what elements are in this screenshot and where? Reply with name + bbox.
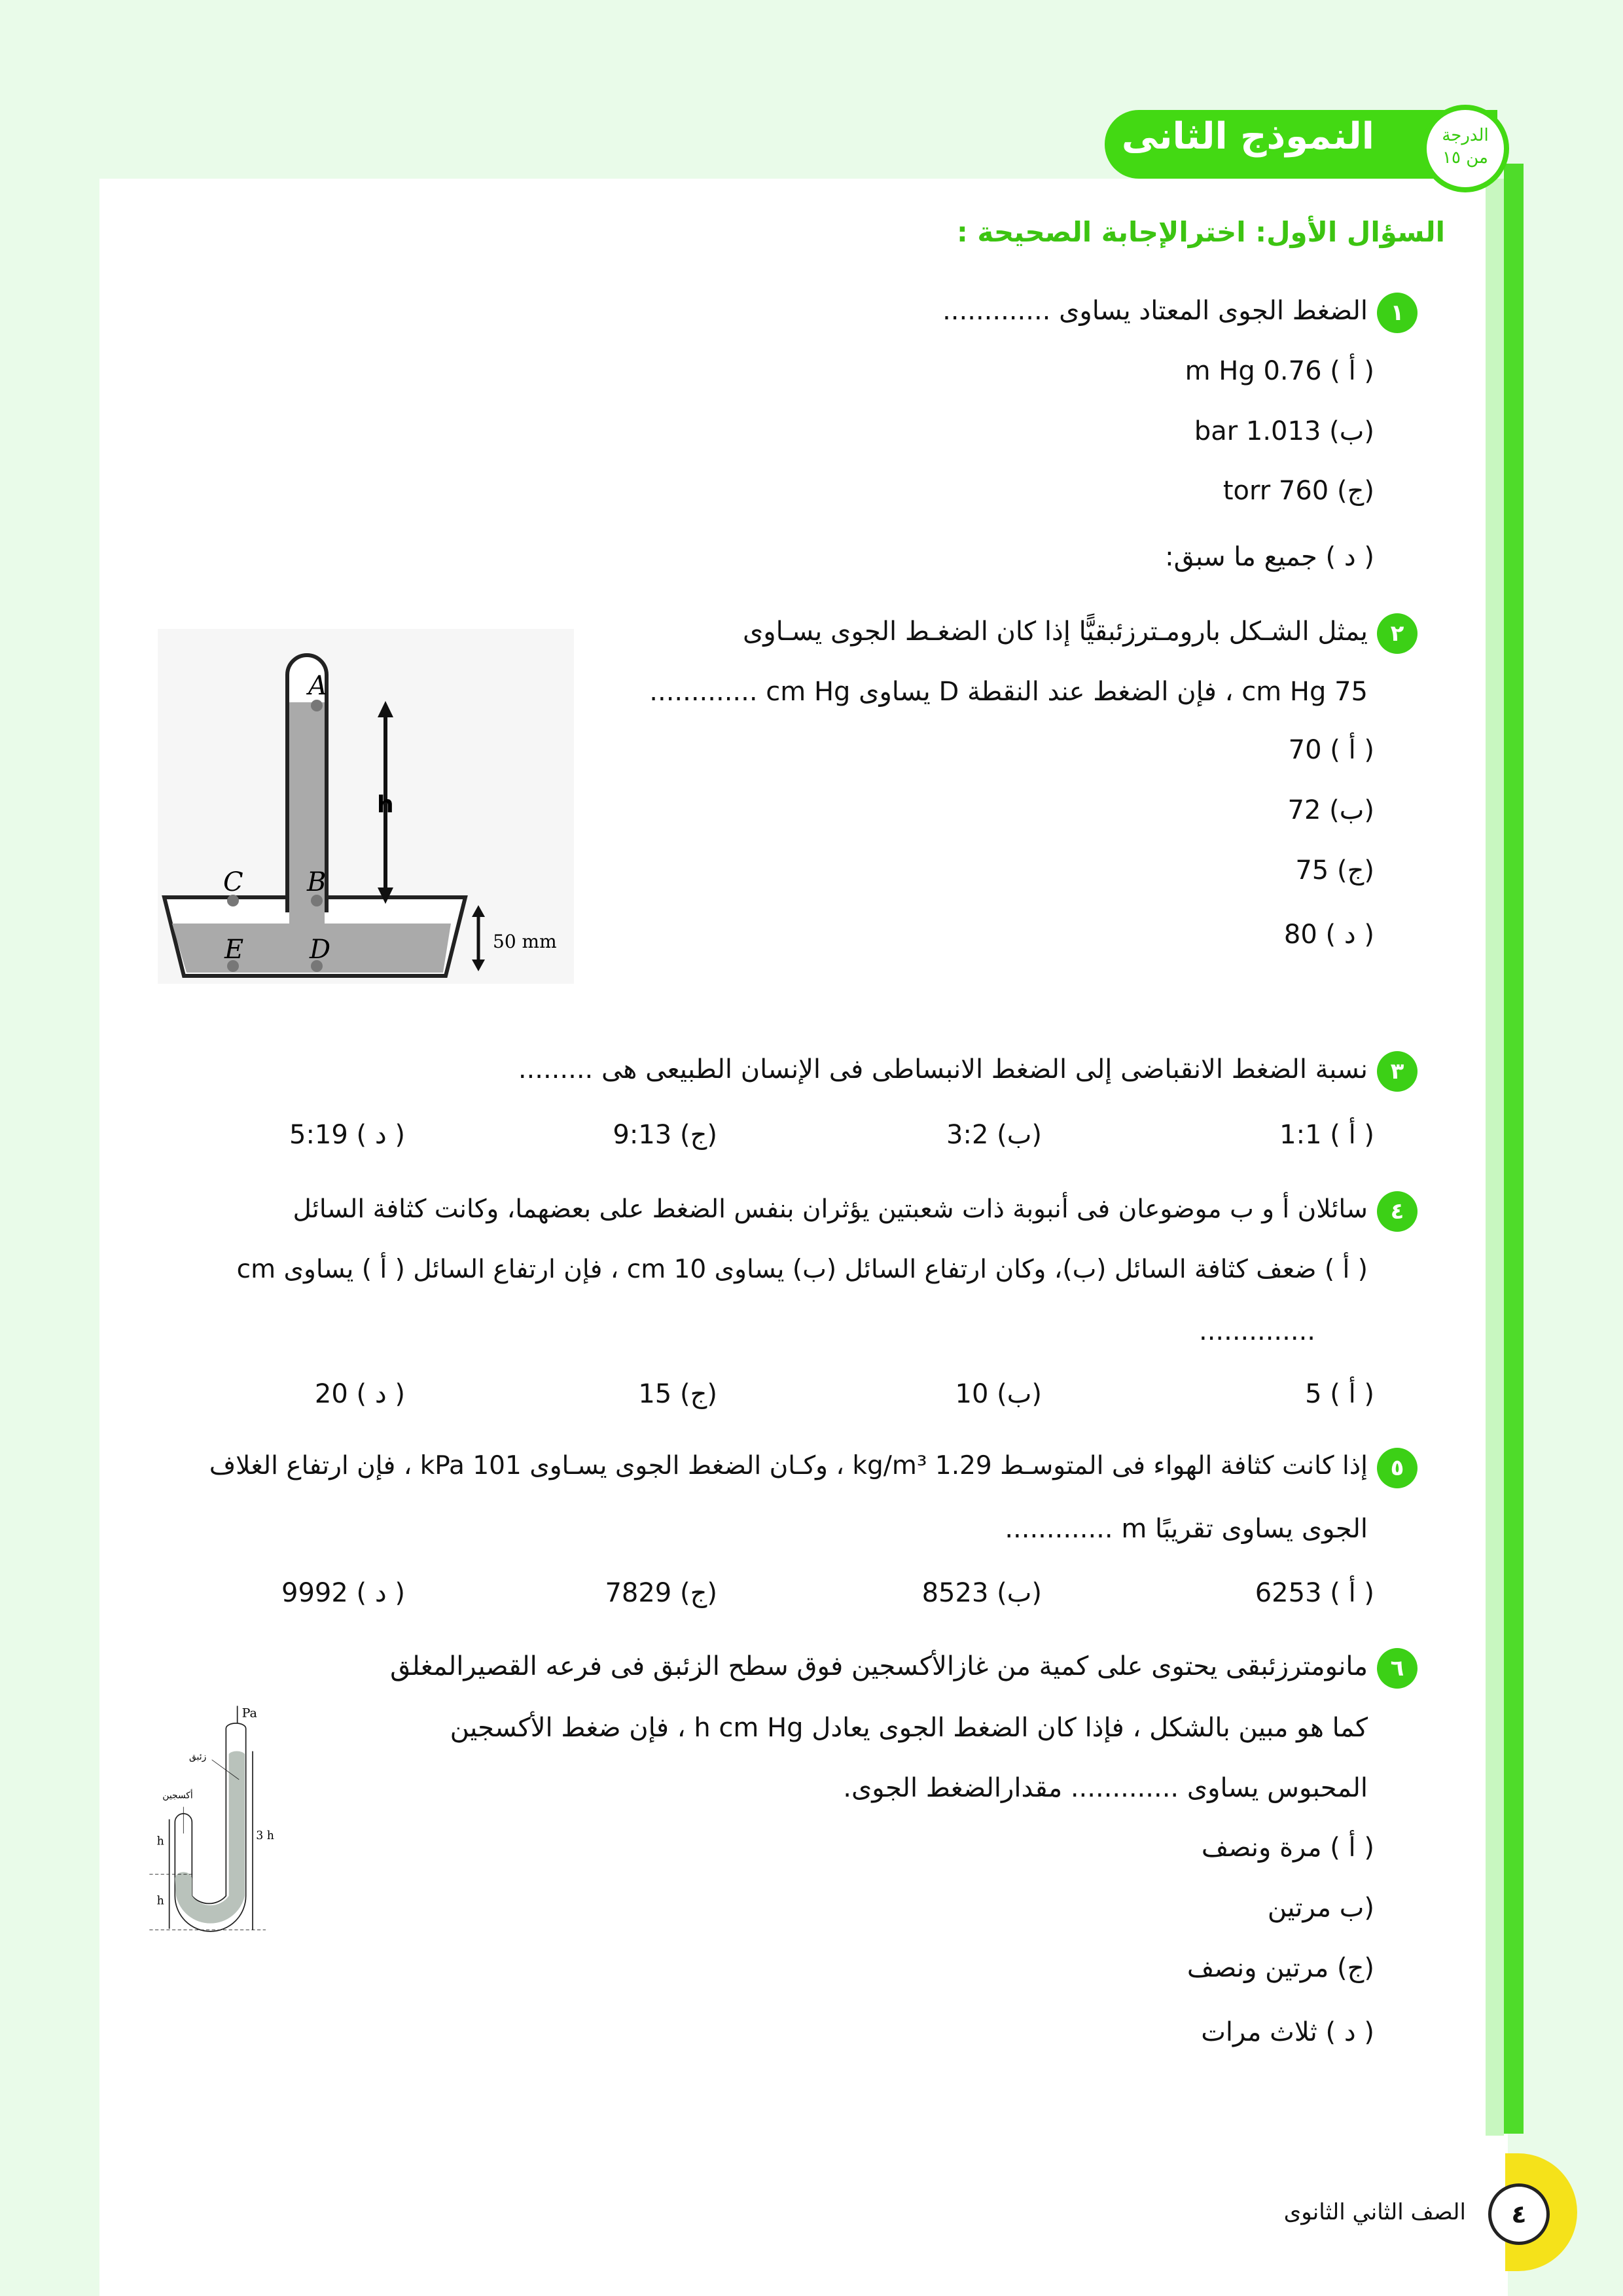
label-pa: Pa [241, 1706, 257, 1721]
option[interactable]: ( أ ) 5 [1305, 1379, 1374, 1409]
question-text: الجوى يساوى تقريبًا m ............. [1005, 1514, 1368, 1544]
option[interactable]: ( أ ) مرة ونصف [1201, 1833, 1374, 1863]
question-text: مانومترزئبقى يحتوى على كمية من غازالأكسجين فوق سطح الزئبق فى فرعه القصيرالمغلق [390, 1651, 1368, 1681]
score-label: الدرجة [1442, 126, 1489, 145]
label-h1: h [156, 1835, 164, 1848]
option[interactable]: ( د ) 20 [314, 1379, 405, 1409]
option[interactable]: ( د ) جميع ما سبق: [1165, 542, 1374, 572]
score-badge [1421, 105, 1509, 192]
question-number: ٢ [1377, 613, 1418, 654]
question-text: .............. [1198, 1316, 1315, 1346]
option[interactable]: ( أ ) 0.76 m Hg [1185, 356, 1374, 386]
option[interactable]: (ب مرتين [1267, 1893, 1374, 1923]
label-e: E [224, 935, 244, 965]
section-title: السؤال الأول: اخترالإجابة الصحيحة : [957, 216, 1445, 248]
label-a: A [308, 671, 327, 701]
question-number: ١ [1377, 293, 1418, 333]
option[interactable]: ( د ) 5:19 [289, 1120, 405, 1150]
option[interactable]: ( أ ) 6253 [1255, 1578, 1374, 1608]
question-number: ٥ [1377, 1448, 1418, 1488]
manometer-diagram [147, 1661, 317, 1949]
score-value: من ١٥ [1442, 148, 1488, 168]
manometer-figure [147, 1661, 317, 1949]
footer-grade: الصف الثاني الثانوى [1283, 2199, 1466, 2225]
question-text: المحبوس يساوى ............. مقدارالضغط الجوى. [843, 1773, 1368, 1803]
option[interactable]: (ب) 1.013 bar [1194, 416, 1374, 446]
label-h2: h [156, 1894, 164, 1908]
page-number: ٤ [1488, 2183, 1550, 2245]
label-oxygen: أكسجين [162, 1790, 193, 1801]
option[interactable]: (ب) 3:2 [946, 1120, 1042, 1150]
label-mercury: زئبق [189, 1751, 207, 1763]
option[interactable]: ( د ) 9992 [281, 1578, 405, 1608]
label-c: C [223, 867, 243, 897]
label-50mm: 50 mm [493, 931, 557, 952]
question-text: الضغط الجوى المعتاد يساوى ............. [942, 296, 1368, 326]
side-bar-light [1486, 179, 1504, 2136]
question-text: كما هو مبين بالشكل ، فإذا كان الضغط الجوى يعادل h cm Hg ، فإن ضغط الأكسجين [450, 1713, 1368, 1743]
question-number: ٤ [1377, 1191, 1418, 1232]
option[interactable]: ( أ ) 1:1 [1279, 1120, 1374, 1150]
barometer-diagram [158, 629, 574, 984]
option[interactable]: (ج) 15 [638, 1379, 717, 1409]
label-h: h [377, 791, 394, 818]
question-text: سائلان أ و ب موضوعان فى أنبوبة ذات شعبتين يؤثران بنفس الضغط على بعضهما، وكانت كثافة السائل [293, 1194, 1368, 1224]
question-text: ( أ ) ضعف كثافة السائل (ب)، وكان ارتفاع السائل (ب) يساوى 10 cm ، فإن ارتفاع السائل ( أ ) يساوى cm [236, 1255, 1368, 1284]
option[interactable]: (ج) 760 torr [1222, 476, 1374, 506]
page-title: النموذج الثانى [1121, 115, 1374, 158]
label-3h: 3 h [256, 1829, 274, 1842]
option[interactable]: (ب) 10 [955, 1379, 1042, 1409]
question-text: 75 cm Hg ، فإن الضغط عند النقطة D يساوى cm Hg ............. [649, 677, 1368, 707]
question-number: ٦ [1377, 1648, 1418, 1689]
option[interactable]: (ج) 75 [1295, 855, 1374, 886]
question-text: نسبة الضغط الانقباضى إلى الضغط الانبساطى فى الإنسان الطبيعى هى ......... [518, 1054, 1368, 1085]
question-number: ٣ [1377, 1051, 1418, 1092]
option[interactable]: (ب) 72 [1287, 795, 1374, 825]
option[interactable]: (ج) 9:13 [613, 1120, 717, 1150]
option[interactable]: ( أ ) 70 [1288, 735, 1374, 765]
question-text: إذا كانت كثافة الهواء فى المتوسـط 1.29 kg/m³ ، وكـان الضغط الجوى يسـاوى 101 kPa ، فإن ارتفاع الغلاف [209, 1451, 1368, 1480]
side-bar [1504, 164, 1524, 2134]
label-b: B [307, 867, 327, 897]
barometer-figure [158, 629, 574, 984]
option[interactable]: ( د ) 80 [1283, 920, 1374, 950]
option[interactable]: (ب) 8523 [921, 1578, 1042, 1608]
label-d: D [310, 935, 331, 965]
option[interactable]: (ج) مرتين ونصف [1186, 1953, 1374, 1983]
option[interactable]: ( د ) ثلاث مرات [1201, 2017, 1374, 2047]
option[interactable]: (ج) 7829 [605, 1578, 717, 1608]
question-text: يمثل الشـكل بارومـترزئبقيًّا إذا كان الضغـط الجوى يسـاوى [742, 617, 1368, 647]
